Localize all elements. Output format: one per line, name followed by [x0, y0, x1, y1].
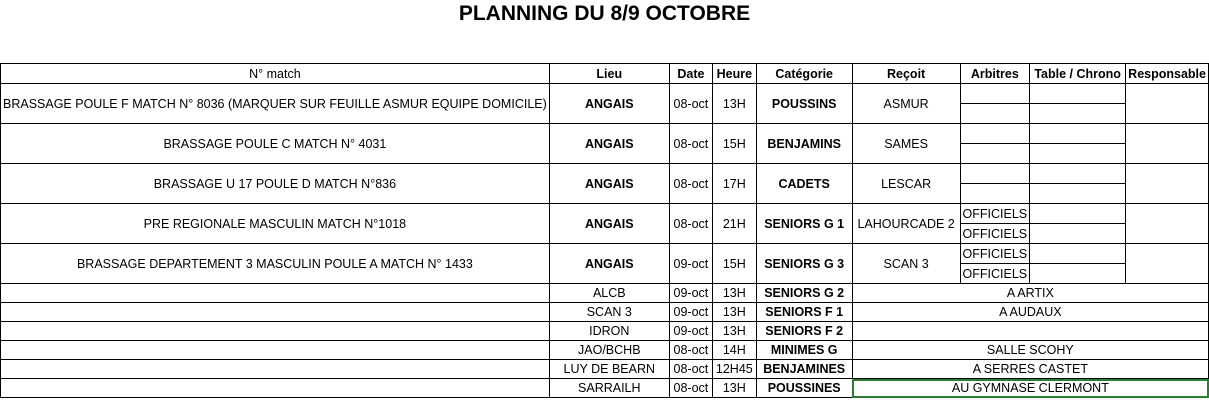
match-cell[interactable] [1, 360, 550, 379]
categorie-cell[interactable]: SENIORS G 1 [756, 204, 852, 244]
categorie-cell[interactable]: SENIORS F 1 [756, 303, 852, 322]
away-row [1, 360, 1209, 379]
heure-cell[interactable]: 12H45 [713, 360, 757, 379]
responsable-cell[interactable] [1126, 164, 1209, 204]
header-lieu[interactable]: Lieu [549, 64, 669, 84]
match-cell[interactable] [1, 303, 550, 322]
lieu-cell[interactable]: ANGAIS [549, 124, 669, 164]
recoit-cell[interactable]: ASMUR [852, 84, 960, 124]
heure-cell[interactable]: 15H [713, 124, 757, 164]
match-row [1, 84, 1209, 104]
recoit-cell[interactable]: LAHOURCADE 2 [852, 204, 960, 244]
lieu-cell[interactable]: SCAN 3 [549, 303, 669, 322]
lieu-cell[interactable]: JAO/BCHB [549, 341, 669, 360]
lieu-cell[interactable]: ANGAIS [549, 84, 669, 124]
heure-cell[interactable]: 14H [713, 341, 757, 360]
date-cell[interactable]: 08-oct [669, 341, 712, 360]
header-date[interactable]: Date [669, 64, 712, 84]
match-cell[interactable] [1, 322, 550, 341]
lieu-cell[interactable]: ALCB [549, 284, 669, 303]
lieu-cell[interactable]: LUY DE BEARN [549, 360, 669, 379]
match-cell[interactable] [1, 284, 550, 303]
match-cell[interactable] [1, 379, 550, 398]
heure-cell[interactable]: 13H [713, 84, 757, 124]
header-responsable[interactable]: Responsable [1126, 64, 1209, 84]
date-cell[interactable]: 08-oct [669, 360, 712, 379]
heure-cell[interactable]: 13H [713, 284, 757, 303]
lieu-cell[interactable]: ANGAIS [549, 164, 669, 204]
away-row [1, 284, 1209, 303]
arbitre-cell[interactable] [960, 144, 1030, 164]
arbitre-cell[interactable] [960, 164, 1030, 184]
categorie-cell[interactable]: POUSSINES [756, 379, 852, 398]
date-cell[interactable]: 08-oct [669, 379, 712, 398]
categorie-cell[interactable]: SENIORS G 2 [756, 284, 852, 303]
date-cell[interactable]: 09-oct [669, 322, 712, 341]
table-chrono-cell[interactable] [1030, 104, 1126, 124]
table-chrono-cell[interactable] [1030, 204, 1126, 224]
match-row [1, 124, 1209, 144]
away-row [1, 303, 1209, 322]
heure-cell[interactable]: 17H [713, 164, 757, 204]
away-row [1, 341, 1209, 360]
note-cell[interactable]: A ARTIX [852, 284, 1208, 303]
recoit-cell[interactable]: LESCAR [852, 164, 960, 204]
heure-cell[interactable]: 21H [713, 204, 757, 244]
header-recoit[interactable]: Reçoit [852, 64, 960, 84]
recoit-cell[interactable]: SCAN 3 [852, 244, 960, 284]
table-chrono-cell[interactable] [1030, 144, 1126, 164]
arbitre-cell[interactable] [960, 184, 1030, 204]
heure-cell[interactable]: 13H [713, 379, 757, 398]
note-cell[interactable] [852, 322, 1208, 341]
header-match[interactable]: N° match [1, 64, 550, 84]
lieu-cell[interactable]: IDRON [549, 322, 669, 341]
categorie-cell[interactable]: CADETS [756, 164, 852, 204]
arbitre-cell[interactable]: OFFICIELS [960, 204, 1030, 224]
arbitre-cell[interactable] [960, 84, 1030, 104]
lieu-cell[interactable]: SARRAILH [549, 379, 669, 398]
categorie-cell[interactable]: SENIORS G 3 [756, 244, 852, 284]
note-cell[interactable]: A SERRES CASTET [852, 360, 1208, 379]
heure-cell[interactable]: 15H [713, 244, 757, 284]
table-chrono-cell[interactable] [1030, 224, 1126, 244]
categorie-cell[interactable]: SENIORS F 2 [756, 322, 852, 341]
responsable-cell[interactable] [1126, 204, 1209, 244]
match-cell[interactable]: BRASSAGE U 17 POULE D MATCH N°836 [1, 164, 550, 204]
arbitre-cell[interactable]: OFFICIELS [960, 224, 1030, 244]
responsable-cell[interactable] [1126, 84, 1209, 124]
header-table-chrono[interactable]: Table / Chrono [1030, 64, 1126, 84]
planning-table [0, 63, 1209, 398]
lieu-cell[interactable]: ANGAIS [549, 204, 669, 244]
arbitre-cell[interactable]: OFFICIELS [960, 264, 1030, 284]
lieu-cell[interactable]: ANGAIS [549, 244, 669, 284]
match-row [1, 204, 1209, 224]
table-chrono-cell[interactable] [1030, 164, 1126, 184]
table-chrono-cell[interactable] [1030, 184, 1126, 204]
arbitre-cell[interactable] [960, 124, 1030, 144]
match-cell[interactable]: BRASSAGE POULE C MATCH N° 4031 [1, 124, 550, 164]
match-row [1, 164, 1209, 184]
heure-cell[interactable]: 13H [713, 322, 757, 341]
match-cell[interactable]: PRE REGIONALE MASCULIN MATCH N°1018 [1, 204, 550, 244]
heure-cell[interactable]: 13H [713, 303, 757, 322]
date-cell[interactable]: 08-oct [669, 204, 712, 244]
header-arbitres[interactable]: Arbitres [960, 64, 1030, 84]
note-cell[interactable]: AU GYMNASE CLERMONT [852, 379, 1208, 398]
match-row [1, 244, 1209, 264]
table-chrono-cell[interactable] [1030, 244, 1126, 264]
date-cell[interactable]: 08-oct [669, 124, 712, 164]
match-cell[interactable]: BRASSAGE DEPARTEMENT 3 MASCULIN POULE A MATCH N° 1433 [1, 244, 550, 284]
note-cell[interactable]: A AUDAUX [852, 303, 1208, 322]
match-cell[interactable]: BRASSAGE POULE F MATCH N° 8036 (MARQUER SUR FEUILLE ASMUR EQUIPE DOMICILE) [1, 84, 550, 124]
date-cell[interactable]: 08-oct [669, 164, 712, 204]
away-row [1, 379, 1209, 398]
table-chrono-cell[interactable] [1030, 84, 1126, 104]
categorie-cell[interactable]: BENJAMINS [756, 124, 852, 164]
categorie-cell[interactable]: MINIMES G [756, 341, 852, 360]
note-cell[interactable]: SALLE SCOHY [852, 341, 1208, 360]
date-cell[interactable]: 08-oct [669, 84, 712, 124]
table-chrono-cell[interactable] [1030, 264, 1126, 284]
arbitre-cell[interactable] [960, 104, 1030, 124]
header-heure[interactable]: Heure [713, 64, 757, 84]
header-categorie[interactable]: Catégorie [756, 64, 852, 84]
page-title: PLANNING DU 8/9 OCTOBRE [458, 2, 751, 25]
date-cell[interactable]: 09-oct [669, 284, 712, 303]
table-chrono-cell[interactable] [1030, 124, 1126, 144]
header-row [1, 64, 1209, 84]
away-row [1, 322, 1209, 341]
categorie-cell[interactable]: BENJAMINES [756, 360, 852, 379]
arbitre-cell[interactable]: OFFICIELS [960, 244, 1030, 264]
categorie-cell[interactable]: POUSSINS [756, 84, 852, 124]
date-cell[interactable]: 09-oct [669, 244, 712, 284]
responsable-cell[interactable] [1126, 124, 1209, 164]
recoit-cell[interactable]: SAMES [852, 124, 960, 164]
date-cell[interactable]: 09-oct [669, 303, 712, 322]
responsable-cell[interactable] [1126, 244, 1209, 284]
match-cell[interactable] [1, 341, 550, 360]
